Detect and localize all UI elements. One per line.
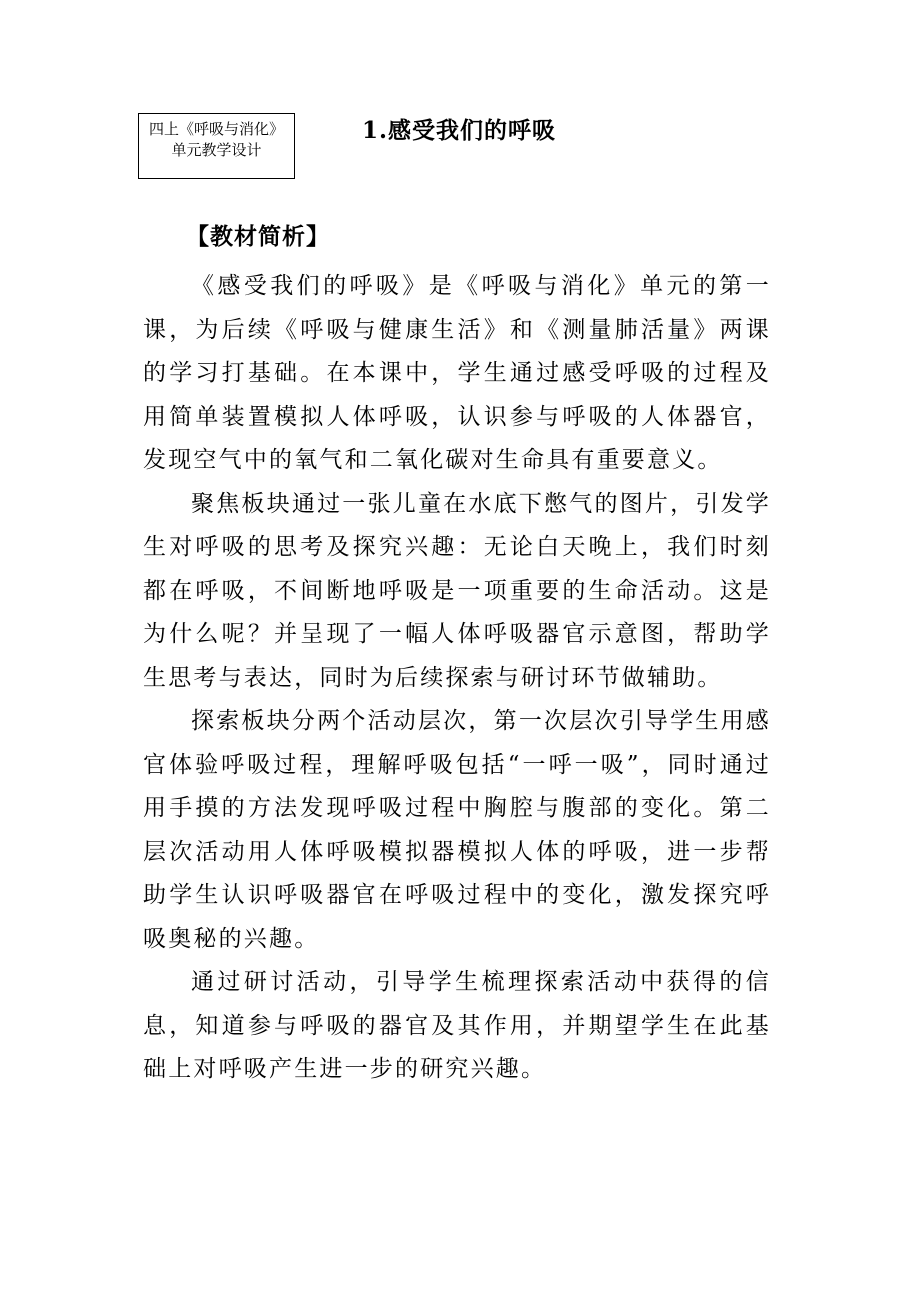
body-text xyxy=(143,265,771,1092)
section-heading: 【教材简析】 xyxy=(186,223,330,250)
unit-label-line2: 单元教学设计 xyxy=(171,141,262,159)
paragraph: 通过研讨活动，引导学生梳理探索活动中获得的信息，知道参与呼吸的器官及其作用，并期望学生在此基础上对呼吸产生进一步的研究兴趣。 xyxy=(143,969,771,1082)
paragraph: 《感受我们的呼吸》是《呼吸与消化》单元的第一课，为后续《呼吸与健康生活》和《测量肺活量》两课的学习打基础。在本课中，学生通过感受呼吸的过程及用简单装置模拟人体呼吸，认识参与呼吸的人体器官，发现空气中的氧气和二氧化碳对生命具有重要意义。 xyxy=(143,273,771,473)
lesson-title: 1.感受我们的呼吸 xyxy=(362,117,557,144)
paragraph: 探索板块分两个活动层次，第一次层次引导学生用感官体验呼吸过程，理解呼吸包括“一呼一吸”，同时通过用手摸的方法发现呼吸过程中胸腔与腹部的变化。第二层次活动用人体呼吸模拟器模拟人体的呼吸，进一步帮助学生认识呼吸器官在呼吸过程中的变化，激发探究呼吸奥秘的兴趣。 xyxy=(143,708,771,952)
unit-label-line1: 四上《呼吸与消化》 xyxy=(148,120,284,138)
unit-label-box xyxy=(138,113,295,179)
paragraph: 聚焦板块通过一张儿童在水底下憋气的图片，引发学生对呼吸的思考及探究兴趣：无论白天晚上，我们时刻都在呼吸，不间断地呼吸是一项重要的生命活动。这是为什么呢？并呈现了一幅人体呼吸器官示意图，帮助学生思考与表达，同时为后续探索与研讨环节做辅助。 xyxy=(143,490,771,691)
